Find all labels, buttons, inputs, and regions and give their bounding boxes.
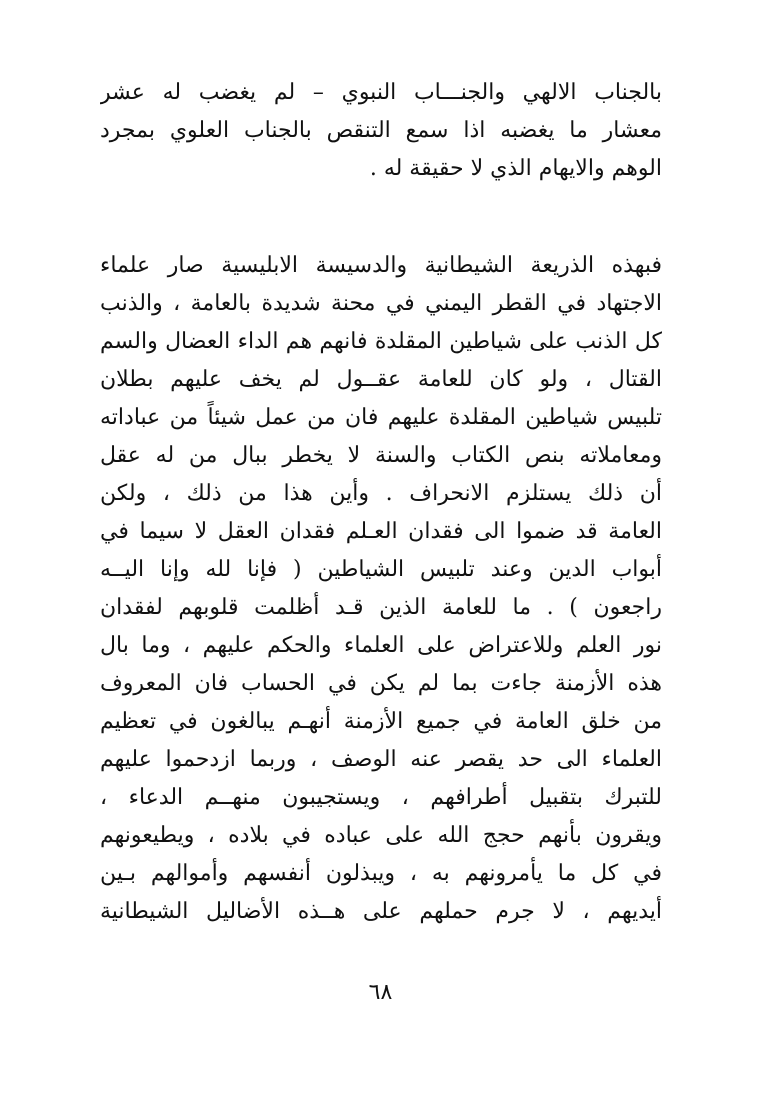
text-line: ومعاملاته بنص الكتاب والسنة لا يخطر ببال من له عقل	[100, 443, 662, 468]
page-number: ٦٨	[368, 980, 393, 1005]
text-line: هذه الأزمنة جاءت بما لم يكن في الحساب فان المعروف	[100, 671, 662, 696]
text-line: معشار ما يغضبه اذا سمع التنقص بالجناب العلوي بمجرد	[100, 118, 662, 143]
text-line: العلماء الى حد يقصر عنه الوصف ، وربما ازدحموا عليهم	[100, 747, 662, 772]
text-line: القتال ، ولو كان للعامة عقــول لم يخف عليهم بطلان	[100, 367, 662, 392]
text-line: الاجتهاد في القطر اليمني في محنة شديدة بالعامة ، والذنب	[100, 291, 662, 316]
text-line: فبهذه الذريعة الشيطانية والدسيسة الابليسية صار علماء	[100, 253, 662, 278]
text-line: من خلق العامة في جميع الأزمنة أنهـم يبالغون في تعظيم	[100, 709, 662, 734]
text-line: أبواب الدين وعند تلبيس الشياطين ( فإنا لله وإنا اليــه	[100, 557, 662, 582]
text-line: راجعون ) . ما للعامة الذين قـد أظلمت قلوبهم لفقدان	[100, 595, 662, 620]
text-line: أن ذلك يستلزم الانحراف . وأين هذا من ذلك ، ولكن	[100, 481, 662, 506]
text-line: بالجناب الالهي والجنـــاب النبوي – لم يغضب له عشر	[100, 80, 662, 105]
text-line: ويقرون بأنهم حجج الله على عباده في بلاده ، ويطيعونهم	[100, 823, 662, 848]
text-line: العامة قد ضموا الى فقدان العـلم فقدان العقل لا سيما في	[100, 519, 662, 544]
paragraph-1	[100, 74, 662, 188]
paragraph-2	[100, 247, 662, 931]
text-line: في كل ما يأمرونهم به ، ويبذلون أنفسهم وأموالهم بـين	[100, 861, 662, 886]
text-line: تلبيس شياطين المقلدة عليهم فان من عمل شيئاً من عباداته	[100, 405, 662, 430]
text-line: كل الذنب على شياطين المقلدة فانهم هم الداء العضال والسم	[100, 329, 662, 354]
text-line: الوهم والايهام الذي لا حقيقة له .	[369, 156, 662, 181]
text-line: للتبرك بتقبيل أطرافهم ، ويستجيبون منهــم الدعاء ،	[100, 785, 662, 810]
text-line: أيديهم ، لا جرم حملهم على هــذه الأضاليل الشيطانية	[100, 899, 662, 924]
text-line: نور العلم وللاعتراض على العلماء والحكم عليهم ، وما بال	[100, 633, 662, 658]
